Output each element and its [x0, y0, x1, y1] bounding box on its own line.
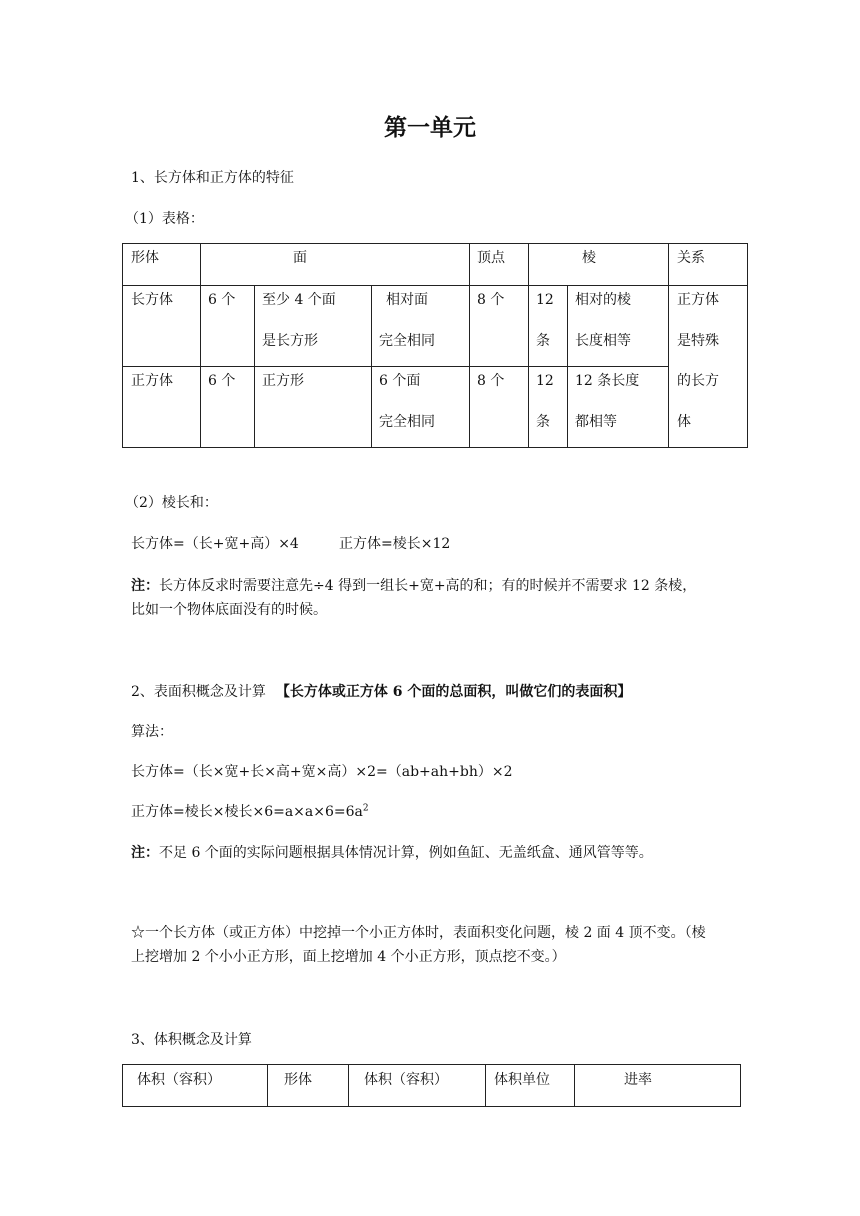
relation-line-2: 是特殊 [677, 333, 719, 349]
edge-sum-cuboid: 长方体=（长+宽+高）×4 [131, 536, 299, 552]
surface-area-definition: 【长方体或正方体 6 个面的总面积，叫做它们的表面积】 [275, 684, 632, 700]
header-vertices: 顶点 [477, 250, 505, 266]
relation-line-3: 的长方 [677, 373, 719, 389]
note-2-text: 不足 6 个面的实际问题根据具体情况计算，例如鱼缸、无盖纸盒、通风管等等。 [159, 845, 653, 861]
row1-edge-desc-1: 相对的棱 [575, 292, 631, 308]
surface-cube-formula-line [131, 803, 369, 821]
row2-face-a1: 正方形 [262, 373, 304, 389]
section-1-heading: 1、长方体和正方体的特征 [131, 170, 294, 186]
note-1-text: 长方体反求时需要注意先÷4 得到一组长+宽+高的和；有的时候并不需要求 12 条棱， [159, 578, 697, 594]
note-label: 注： [131, 845, 159, 861]
header-edges: 棱 [582, 250, 596, 266]
row2-face-b2: 完全相同 [379, 414, 435, 430]
row2-face-b1: 6 个面 [379, 373, 421, 389]
row2-edge-desc-1: 12 条长度 [575, 373, 640, 389]
note-1-line-1 [131, 577, 696, 595]
section-2-heading: 2、表面积概念及计算 [131, 684, 266, 700]
row1-edge-count-1: 12 [536, 292, 554, 308]
edge-sum-cube: 正方体=棱长×12 [339, 536, 451, 552]
surface-cuboid-formula: 长方体=（长×宽+长×高+宽×高）×2=（ab+ah+bh）×2 [131, 764, 513, 780]
star-note-line-1: ☆一个长方体（或正方体）中挖掉一个小正方体时，表面积变化问题，棱 2 面 4 顶不变。（棱 [131, 925, 706, 941]
header-relation: 关系 [677, 250, 705, 266]
volume-header-2: 形体 [284, 1072, 312, 1088]
row1-face-a2: 是长方形 [262, 333, 318, 349]
relation-line-4: 体 [677, 414, 691, 430]
section-2-heading-line [131, 683, 631, 701]
note-2 [131, 844, 653, 862]
star-note-line-2: 上挖增加 2 个小小正方形，面上挖增加 4 个小正方形，顶点挖不变。） [131, 949, 566, 965]
section-1-sub-1: （1）表格： [125, 211, 204, 227]
method-label: 算法： [131, 724, 173, 740]
volume-header-4: 体积单位 [494, 1072, 550, 1088]
row1-face-b2: 完全相同 [379, 333, 435, 349]
relation-line-1: 正方体 [677, 292, 719, 308]
header-shape: 形体 [131, 250, 159, 266]
row1-faces: 6 个 [208, 292, 236, 308]
note-label: 注： [131, 578, 159, 594]
page-title: 第一单元 [384, 114, 476, 141]
volume-header-1: 体积（容积） [137, 1072, 221, 1088]
row2-edge-count-1: 12 [536, 373, 554, 389]
row1-face-a1: 至少 4 个面 [262, 292, 336, 308]
volume-header-3: 体积（容积） [364, 1072, 448, 1088]
header-faces: 面 [293, 250, 307, 266]
volume-header-5: 进率 [624, 1072, 652, 1088]
section-3-heading: 3、体积概念及计算 [131, 1032, 252, 1048]
surface-cube-formula: 正方体=棱长×棱长×6=a×a×6=6a [131, 804, 363, 820]
note-1-line-2: 比如一个物体底面没有的时候。 [131, 602, 327, 618]
row1-face-b1: 相对面 [386, 292, 428, 308]
row2-vertices: 8 个 [477, 373, 505, 389]
row2-shape: 正方体 [131, 373, 173, 389]
row1-shape: 长方体 [131, 292, 173, 308]
row1-edge-desc-2: 长度相等 [575, 333, 631, 349]
row2-faces: 6 个 [208, 373, 236, 389]
row2-edge-count-2: 条 [536, 414, 550, 430]
row2-edge-desc-2: 都相等 [575, 414, 617, 430]
section-1-sub-2: （2）棱长和： [125, 495, 218, 511]
exponent: 2 [362, 803, 369, 814]
row1-vertices: 8 个 [477, 292, 505, 308]
row1-edge-count-2: 条 [536, 333, 550, 349]
